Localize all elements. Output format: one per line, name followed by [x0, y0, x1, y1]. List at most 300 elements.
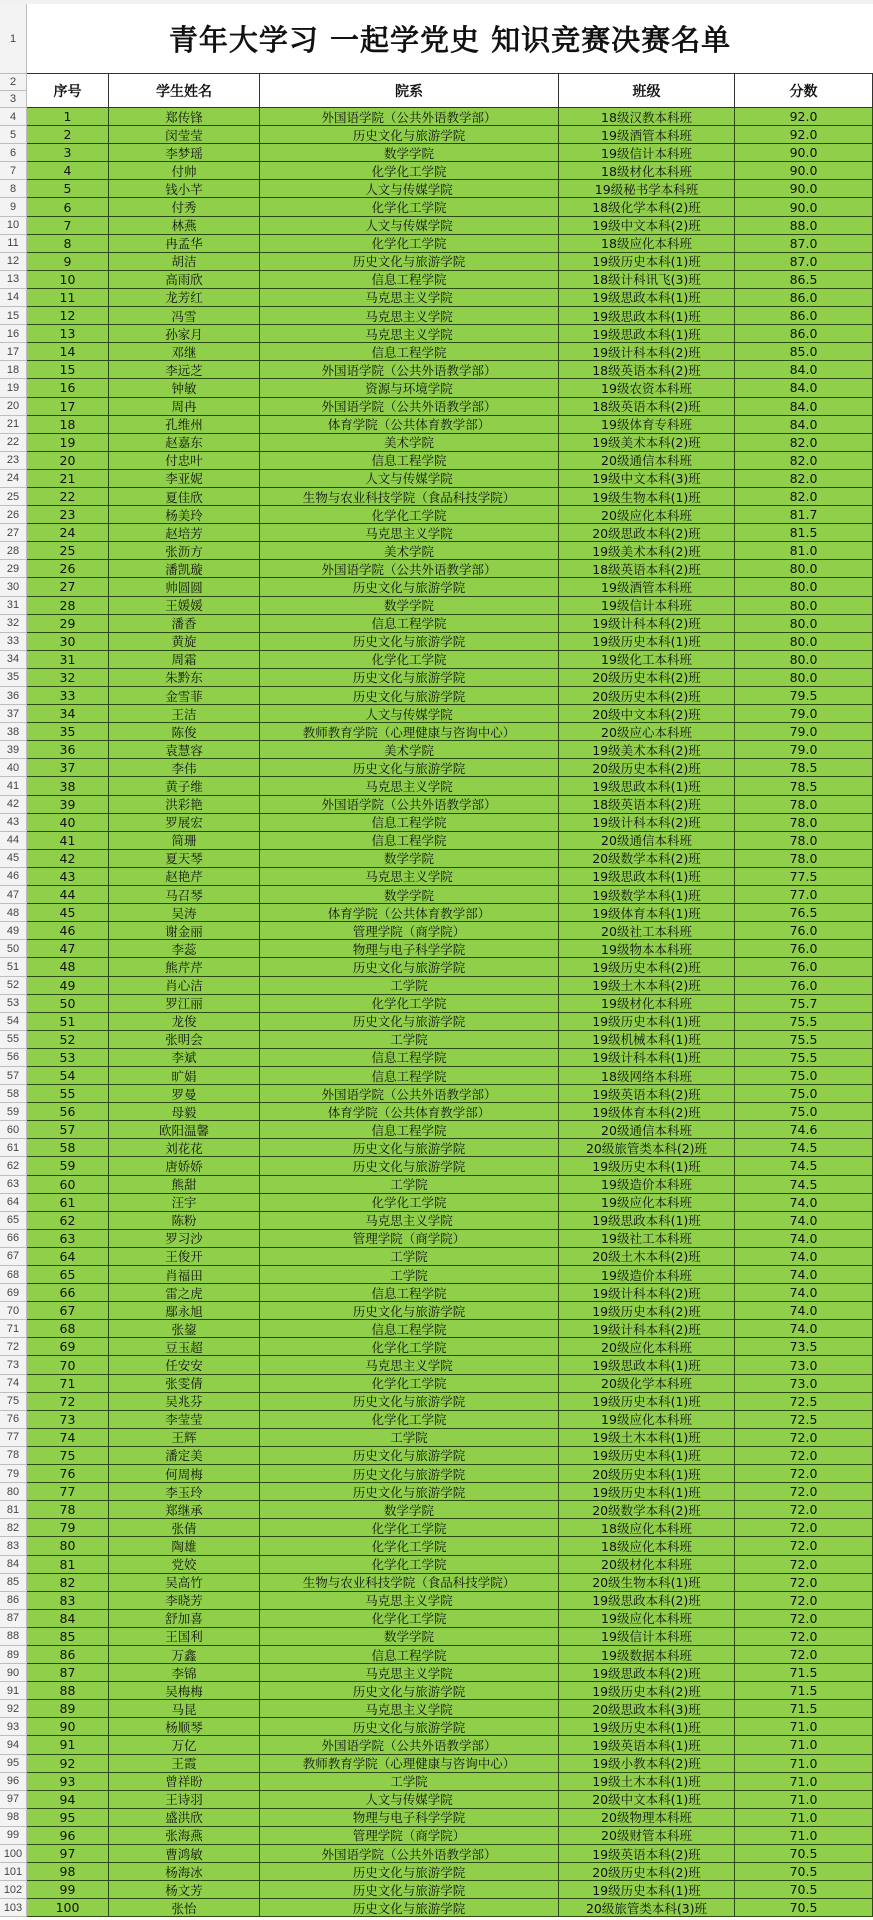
row-number[interactable]: 12 [0, 253, 27, 271]
cell-department[interactable]: 历史文化与旅游学院 [260, 578, 559, 596]
cell-name[interactable]: 王洁 [109, 705, 260, 723]
cell-department[interactable]: 外国语学院（公共外语教学部） [260, 361, 559, 379]
cell-department[interactable]: 人文与传媒学院 [260, 705, 559, 723]
cell-class[interactable]: 19级历史本科(1)班 [559, 1447, 735, 1465]
row-number[interactable]: 23 [0, 452, 27, 470]
cell-name[interactable]: 简珊 [109, 832, 260, 850]
cell-index[interactable]: 76 [27, 1465, 109, 1483]
cell-index[interactable]: 21 [27, 470, 109, 488]
row-number[interactable]: 14 [0, 289, 27, 307]
cell-class[interactable]: 19级历史本科(1)班 [559, 1718, 735, 1736]
cell-class[interactable]: 20级社工本科班 [559, 922, 735, 940]
cell-department[interactable]: 外国语学院（公共外语教学部） [260, 796, 559, 814]
cell-class[interactable]: 19级历史本科(1)班 [559, 253, 735, 271]
cell-name[interactable]: 张明会 [109, 1031, 260, 1049]
cell-index[interactable]: 61 [27, 1194, 109, 1212]
row-number[interactable]: 50 [0, 940, 27, 958]
cell-name[interactable]: 郑传锋 [109, 108, 260, 126]
cell-index[interactable]: 41 [27, 832, 109, 850]
cell-index[interactable]: 10 [27, 271, 109, 289]
cell-class[interactable]: 19级信计本科班 [559, 144, 735, 162]
row-number[interactable]: 52 [0, 977, 27, 995]
cell-index[interactable]: 89 [27, 1700, 109, 1718]
cell-name[interactable]: 王国利 [109, 1628, 260, 1646]
row-number[interactable]: 1 [0, 4, 27, 74]
header-cell-score[interactable]: 分数 [735, 74, 873, 108]
cell-index[interactable]: 42 [27, 850, 109, 868]
cell-score[interactable]: 78.0 [735, 832, 873, 850]
cell-name[interactable]: 张鋆 [109, 1320, 260, 1338]
cell-class[interactable]: 19级英语本科(2)班 [559, 1085, 735, 1103]
cell-name[interactable]: 付忠叶 [109, 452, 260, 470]
cell-class[interactable]: 19级应化本科班 [559, 1194, 735, 1212]
cell-name[interactable]: 潘香 [109, 615, 260, 633]
cell-index[interactable]: 22 [27, 488, 109, 506]
cell-score[interactable]: 74.0 [735, 1212, 873, 1230]
cell-name[interactable]: 李远芝 [109, 361, 260, 379]
cell-score[interactable]: 80.0 [735, 597, 873, 615]
cell-department[interactable]: 信息工程学院 [260, 452, 559, 470]
row-number[interactable]: 66 [0, 1230, 27, 1248]
cell-name[interactable]: 李梦瑶 [109, 144, 260, 162]
row-number[interactable]: 75 [0, 1393, 27, 1411]
cell-score[interactable]: 90.0 [735, 180, 873, 198]
cell-score[interactable]: 81.5 [735, 524, 873, 542]
cell-score[interactable]: 92.0 [735, 108, 873, 126]
cell-index[interactable]: 23 [27, 506, 109, 524]
cell-name[interactable]: 曾祥盼 [109, 1773, 260, 1791]
sheet-title[interactable]: 青年大学习 一起学党史 知识竞赛决赛名单 [27, 4, 873, 74]
cell-department[interactable]: 马克思主义学院 [260, 1700, 559, 1718]
cell-department[interactable]: 外国语学院（公共外语教学部） [260, 560, 559, 578]
cell-name[interactable]: 吴梅梅 [109, 1682, 260, 1700]
cell-name[interactable]: 盛洪欣 [109, 1809, 260, 1827]
row-number[interactable]: 48 [0, 904, 27, 922]
cell-index[interactable]: 19 [27, 434, 109, 452]
row-number[interactable]: 65 [0, 1212, 27, 1230]
cell-class[interactable]: 20级材化本科班 [559, 1556, 735, 1574]
cell-score[interactable]: 79.0 [735, 705, 873, 723]
cell-index[interactable]: 5 [27, 180, 109, 198]
cell-index[interactable]: 11 [27, 289, 109, 307]
cell-department[interactable]: 工学院 [260, 1773, 559, 1791]
cell-score[interactable]: 90.0 [735, 198, 873, 216]
row-number[interactable]: 62 [0, 1157, 27, 1175]
cell-index[interactable]: 2 [27, 126, 109, 144]
row-number[interactable]: 55 [0, 1031, 27, 1049]
cell-index[interactable]: 15 [27, 361, 109, 379]
cell-name[interactable]: 旷娟 [109, 1067, 260, 1085]
row-number[interactable]: 100 [0, 1845, 27, 1863]
cell-name[interactable]: 龙芳红 [109, 289, 260, 307]
cell-class[interactable]: 19级计科本科(2)班 [559, 814, 735, 832]
cell-class[interactable]: 19级社工本科班 [559, 1230, 735, 1248]
cell-name[interactable]: 吴涛 [109, 904, 260, 922]
cell-index[interactable]: 39 [27, 796, 109, 814]
cell-index[interactable]: 77 [27, 1483, 109, 1501]
cell-department[interactable]: 教师教育学院（心理健康与咨询中心） [260, 1755, 559, 1773]
cell-name[interactable]: 钟敏 [109, 379, 260, 397]
cell-department[interactable]: 化学化工学院 [260, 1411, 559, 1429]
cell-index[interactable]: 29 [27, 615, 109, 633]
cell-class[interactable]: 20级历史本科(2)班 [559, 759, 735, 777]
cell-index[interactable]: 88 [27, 1682, 109, 1700]
cell-score[interactable]: 72.0 [735, 1610, 873, 1628]
cell-class[interactable]: 19级化工本科班 [559, 651, 735, 669]
cell-department[interactable]: 人文与传媒学院 [260, 217, 559, 235]
cell-index[interactable]: 47 [27, 940, 109, 958]
cell-index[interactable]: 64 [27, 1248, 109, 1266]
cell-class[interactable]: 20级应化本科班 [559, 1338, 735, 1356]
cell-department[interactable]: 外国语学院（公共外语教学部） [260, 1736, 559, 1754]
cell-name[interactable]: 闵莹莹 [109, 126, 260, 144]
cell-name[interactable]: 吴高竹 [109, 1574, 260, 1592]
cell-class[interactable]: 20级旅管类本科(3)班 [559, 1899, 735, 1917]
cell-name[interactable]: 万亿 [109, 1736, 260, 1754]
row-number[interactable]: 17 [0, 343, 27, 361]
cell-score[interactable]: 71.5 [735, 1700, 873, 1718]
cell-class[interactable]: 20级应化本科班 [559, 506, 735, 524]
cell-name[interactable]: 金雪菲 [109, 687, 260, 705]
cell-department[interactable]: 管理学院（商学院） [260, 1230, 559, 1248]
cell-name[interactable]: 林燕 [109, 217, 260, 235]
cell-department[interactable]: 历史文化与旅游学院 [260, 669, 559, 687]
row-number[interactable]: 76 [0, 1411, 27, 1429]
cell-name[interactable]: 孔维州 [109, 416, 260, 434]
row-number[interactable]: 57 [0, 1067, 27, 1085]
cell-index[interactable]: 58 [27, 1139, 109, 1157]
cell-score[interactable]: 79.5 [735, 687, 873, 705]
cell-index[interactable]: 40 [27, 814, 109, 832]
cell-class[interactable]: 20级通信本科班 [559, 832, 735, 850]
cell-name[interactable]: 周霜 [109, 651, 260, 669]
cell-department[interactable]: 马克思主义学院 [260, 868, 559, 886]
cell-class[interactable]: 20级数学本科(2)班 [559, 1501, 735, 1519]
cell-class[interactable]: 20级通信本科班 [559, 452, 735, 470]
row-number[interactable]: 90 [0, 1664, 27, 1682]
row-number[interactable]: 38 [0, 723, 27, 741]
row-number[interactable]: 43 [0, 814, 27, 832]
cell-name[interactable]: 党姣 [109, 1556, 260, 1574]
cell-name[interactable]: 肖心洁 [109, 977, 260, 995]
cell-score[interactable]: 79.0 [735, 741, 873, 759]
cell-department[interactable]: 马克思主义学院 [260, 1212, 559, 1230]
cell-class[interactable]: 18级英语本科(2)班 [559, 361, 735, 379]
cell-score[interactable]: 72.0 [735, 1537, 873, 1555]
cell-score[interactable]: 74.0 [735, 1266, 873, 1284]
cell-department[interactable]: 外国语学院（公共外语教学部） [260, 1845, 559, 1863]
cell-score[interactable]: 72.0 [735, 1447, 873, 1465]
cell-name[interactable]: 付帅 [109, 162, 260, 180]
cell-score[interactable]: 71.5 [735, 1664, 873, 1682]
cell-score[interactable]: 71.0 [735, 1755, 873, 1773]
cell-score[interactable]: 74.0 [735, 1194, 873, 1212]
cell-class[interactable]: 18级网络本科班 [559, 1067, 735, 1085]
cell-index[interactable]: 31 [27, 651, 109, 669]
cell-name[interactable]: 杨海冰 [109, 1863, 260, 1881]
cell-score[interactable]: 88.0 [735, 217, 873, 235]
cell-score[interactable]: 74.0 [735, 1320, 873, 1338]
cell-class[interactable]: 19级酒管本科班 [559, 578, 735, 596]
row-number[interactable]: 56 [0, 1049, 27, 1067]
cell-score[interactable]: 78.5 [735, 759, 873, 777]
cell-class[interactable]: 19级历史本科(1)班 [559, 633, 735, 651]
cell-name[interactable]: 冉孟华 [109, 235, 260, 253]
cell-score[interactable]: 70.5 [735, 1845, 873, 1863]
cell-class[interactable]: 19级土木本科(1)班 [559, 1429, 735, 1447]
cell-score[interactable]: 71.0 [735, 1736, 873, 1754]
cell-name[interactable]: 何周梅 [109, 1465, 260, 1483]
cell-name[interactable]: 张倩 [109, 1519, 260, 1537]
cell-class[interactable]: 19级体育专科班 [559, 416, 735, 434]
cell-score[interactable]: 86.5 [735, 271, 873, 289]
cell-index[interactable]: 49 [27, 977, 109, 995]
cell-name[interactable]: 欧阳温馨 [109, 1121, 260, 1139]
cell-name[interactable]: 袁慧容 [109, 741, 260, 759]
cell-score[interactable]: 87.0 [735, 235, 873, 253]
cell-score[interactable]: 86.0 [735, 307, 873, 325]
row-number[interactable]: 83 [0, 1537, 27, 1555]
cell-name[interactable]: 肖福田 [109, 1266, 260, 1284]
row-number[interactable]: 32 [0, 615, 27, 633]
row-number[interactable]: 81 [0, 1501, 27, 1519]
cell-score[interactable]: 82.0 [735, 434, 873, 452]
cell-class[interactable]: 18级化学本科(2)班 [559, 198, 735, 216]
cell-department[interactable]: 外国语学院（公共外语教学部） [260, 108, 559, 126]
row-number[interactable]: 60 [0, 1121, 27, 1139]
cell-score[interactable]: 77.0 [735, 886, 873, 904]
cell-score[interactable]: 74.5 [735, 1176, 873, 1194]
cell-name[interactable]: 吴兆芬 [109, 1393, 260, 1411]
cell-index[interactable]: 97 [27, 1845, 109, 1863]
cell-name[interactable]: 任安安 [109, 1356, 260, 1374]
row-number[interactable]: 96 [0, 1773, 27, 1791]
cell-index[interactable]: 63 [27, 1230, 109, 1248]
cell-department[interactable]: 管理学院（商学院） [260, 1827, 559, 1845]
cell-department[interactable]: 化学化工学院 [260, 651, 559, 669]
row-number[interactable]: 59 [0, 1103, 27, 1121]
cell-name[interactable]: 邓继 [109, 343, 260, 361]
cell-index[interactable]: 91 [27, 1736, 109, 1754]
cell-name[interactable]: 潘定美 [109, 1447, 260, 1465]
row-number[interactable]: 16 [0, 325, 27, 343]
row-number[interactable]: 18 [0, 361, 27, 379]
cell-index[interactable]: 87 [27, 1664, 109, 1682]
cell-score[interactable]: 76.0 [735, 940, 873, 958]
cell-score[interactable]: 72.0 [735, 1556, 873, 1574]
row-number[interactable]: 94 [0, 1736, 27, 1754]
cell-index[interactable]: 37 [27, 759, 109, 777]
cell-class[interactable]: 18级汉教本科班 [559, 108, 735, 126]
cell-name[interactable]: 高雨欣 [109, 271, 260, 289]
cell-index[interactable]: 1 [27, 108, 109, 126]
cell-class[interactable]: 20级生物本科(1)班 [559, 1574, 735, 1592]
cell-class[interactable]: 19级历史本科(2)班 [559, 1302, 735, 1320]
row-number[interactable]: 88 [0, 1628, 27, 1646]
row-number[interactable]: 29 [0, 560, 27, 578]
cell-class[interactable]: 18级应化本科班 [559, 235, 735, 253]
row-number[interactable]: 13 [0, 271, 27, 289]
cell-index[interactable]: 25 [27, 542, 109, 560]
cell-index[interactable]: 43 [27, 868, 109, 886]
cell-class[interactable]: 19级历史本科(2)班 [559, 958, 735, 976]
cell-score[interactable]: 76.0 [735, 977, 873, 995]
cell-name[interactable]: 罗江丽 [109, 995, 260, 1013]
row-number[interactable]: 42 [0, 796, 27, 814]
cell-score[interactable]: 90.0 [735, 162, 873, 180]
cell-department[interactable]: 历史文化与旅游学院 [260, 1718, 559, 1736]
cell-index[interactable]: 20 [27, 452, 109, 470]
row-number[interactable]: 37 [0, 705, 27, 723]
cell-name[interactable]: 周冉 [109, 398, 260, 416]
cell-department[interactable]: 历史文化与旅游学院 [260, 1157, 559, 1175]
row-number[interactable]: 15 [0, 307, 27, 325]
cell-department[interactable]: 历史文化与旅游学院 [260, 1139, 559, 1157]
cell-score[interactable]: 72.5 [735, 1411, 873, 1429]
cell-score[interactable]: 92.0 [735, 126, 873, 144]
cell-index[interactable]: 70 [27, 1356, 109, 1374]
cell-class[interactable]: 19级中文本科(3)班 [559, 470, 735, 488]
cell-class[interactable]: 18级应化本科班 [559, 1537, 735, 1555]
cell-score[interactable]: 76.5 [735, 904, 873, 922]
cell-index[interactable]: 79 [27, 1519, 109, 1537]
cell-index[interactable]: 78 [27, 1501, 109, 1519]
row-number[interactable]: 63 [0, 1176, 27, 1194]
cell-name[interactable]: 豆玉超 [109, 1338, 260, 1356]
cell-index[interactable]: 71 [27, 1375, 109, 1393]
cell-name[interactable]: 王辉 [109, 1429, 260, 1447]
cell-class[interactable]: 19级机械本科(1)班 [559, 1031, 735, 1049]
cell-name[interactable]: 李亚妮 [109, 470, 260, 488]
cell-index[interactable]: 54 [27, 1067, 109, 1085]
cell-index[interactable]: 14 [27, 343, 109, 361]
header-cell-department[interactable]: 院系 [260, 74, 559, 108]
cell-score[interactable]: 74.5 [735, 1157, 873, 1175]
cell-department[interactable]: 马克思主义学院 [260, 777, 559, 795]
row-number[interactable]: 2 [0, 74, 27, 91]
cell-score[interactable]: 80.0 [735, 578, 873, 596]
cell-name[interactable]: 潘凯璇 [109, 560, 260, 578]
cell-score[interactable]: 73.5 [735, 1338, 873, 1356]
row-number[interactable]: 35 [0, 669, 27, 687]
cell-class[interactable]: 19级应化本科班 [559, 1610, 735, 1628]
cell-score[interactable]: 78.5 [735, 777, 873, 795]
cell-index[interactable]: 68 [27, 1320, 109, 1338]
cell-score[interactable]: 81.0 [735, 542, 873, 560]
row-number[interactable]: 87 [0, 1610, 27, 1628]
row-number[interactable]: 8 [0, 180, 27, 198]
cell-score[interactable]: 85.0 [735, 343, 873, 361]
cell-department[interactable]: 信息工程学院 [260, 814, 559, 832]
cell-score[interactable]: 84.0 [735, 398, 873, 416]
cell-score[interactable]: 75.5 [735, 1031, 873, 1049]
row-number[interactable]: 47 [0, 886, 27, 904]
cell-department[interactable]: 历史文化与旅游学院 [260, 1899, 559, 1917]
row-number[interactable]: 95 [0, 1755, 27, 1773]
cell-name[interactable]: 李斌 [109, 1049, 260, 1067]
cell-department[interactable]: 生物与农业科技学院（食品科技学院） [260, 488, 559, 506]
row-number[interactable]: 97 [0, 1791, 27, 1809]
cell-score[interactable]: 75.5 [735, 1049, 873, 1067]
cell-name[interactable]: 张雯倩 [109, 1375, 260, 1393]
cell-class[interactable]: 18级英语本科(2)班 [559, 796, 735, 814]
cell-department[interactable]: 马克思主义学院 [260, 325, 559, 343]
row-number[interactable]: 58 [0, 1085, 27, 1103]
cell-class[interactable]: 19级美术本科(2)班 [559, 542, 735, 560]
cell-score[interactable]: 80.0 [735, 560, 873, 578]
cell-class[interactable]: 18级应化本科班 [559, 1519, 735, 1537]
cell-name[interactable]: 雷之虎 [109, 1284, 260, 1302]
cell-department[interactable]: 工学院 [260, 977, 559, 995]
cell-class[interactable]: 20级土木本科(2)班 [559, 1248, 735, 1266]
cell-name[interactable]: 夏天琴 [109, 850, 260, 868]
cell-name[interactable]: 唐娇娇 [109, 1157, 260, 1175]
cell-name[interactable]: 张沥方 [109, 542, 260, 560]
cell-department[interactable]: 历史文化与旅游学院 [260, 958, 559, 976]
cell-name[interactable]: 李晓芳 [109, 1592, 260, 1610]
cell-score[interactable]: 75.5 [735, 1013, 873, 1031]
cell-score[interactable]: 74.6 [735, 1121, 873, 1139]
cell-name[interactable]: 杨美玲 [109, 506, 260, 524]
cell-department[interactable]: 数学学院 [260, 144, 559, 162]
row-number[interactable]: 6 [0, 144, 27, 162]
cell-score[interactable]: 72.0 [735, 1592, 873, 1610]
row-number[interactable]: 25 [0, 488, 27, 506]
cell-index[interactable]: 4 [27, 162, 109, 180]
cell-name[interactable]: 谢金丽 [109, 922, 260, 940]
cell-department[interactable]: 历史文化与旅游学院 [260, 633, 559, 651]
cell-index[interactable]: 27 [27, 578, 109, 596]
cell-score[interactable]: 73.0 [735, 1375, 873, 1393]
cell-score[interactable]: 71.0 [735, 1827, 873, 1845]
cell-class[interactable]: 19级信计本科班 [559, 1628, 735, 1646]
cell-department[interactable]: 化学化工学院 [260, 1375, 559, 1393]
cell-index[interactable]: 96 [27, 1827, 109, 1845]
cell-score[interactable]: 74.5 [735, 1139, 873, 1157]
row-number[interactable]: 64 [0, 1194, 27, 1212]
cell-score[interactable]: 72.0 [735, 1646, 873, 1664]
cell-name[interactable]: 李蕊 [109, 940, 260, 958]
row-number[interactable]: 5 [0, 126, 27, 144]
row-number[interactable]: 84 [0, 1556, 27, 1574]
cell-class[interactable]: 19级应化本科班 [559, 1411, 735, 1429]
cell-index[interactable]: 44 [27, 886, 109, 904]
cell-class[interactable]: 19级计科本科(2)班 [559, 615, 735, 633]
cell-class[interactable]: 19级中文本科(2)班 [559, 217, 735, 235]
cell-score[interactable]: 72.0 [735, 1501, 873, 1519]
cell-index[interactable]: 46 [27, 922, 109, 940]
cell-index[interactable]: 17 [27, 398, 109, 416]
cell-class[interactable]: 19级历史本科(1)班 [559, 1157, 735, 1175]
row-number[interactable]: 92 [0, 1700, 27, 1718]
cell-score[interactable]: 74.0 [735, 1284, 873, 1302]
cell-name[interactable]: 李莹莹 [109, 1411, 260, 1429]
cell-class[interactable]: 19级数据本科班 [559, 1646, 735, 1664]
cell-department[interactable]: 历史文化与旅游学院 [260, 1863, 559, 1881]
cell-index[interactable]: 73 [27, 1411, 109, 1429]
cell-name[interactable]: 郑继承 [109, 1501, 260, 1519]
cell-department[interactable]: 信息工程学院 [260, 832, 559, 850]
cell-name[interactable]: 李锦 [109, 1664, 260, 1682]
cell-department[interactable]: 马克思主义学院 [260, 1592, 559, 1610]
cell-class[interactable]: 19级历史本科(1)班 [559, 1483, 735, 1501]
cell-name[interactable]: 陈粉 [109, 1212, 260, 1230]
cell-index[interactable]: 48 [27, 958, 109, 976]
row-number[interactable]: 101 [0, 1863, 27, 1881]
row-number[interactable]: 10 [0, 217, 27, 235]
cell-score[interactable]: 76.0 [735, 922, 873, 940]
cell-name[interactable]: 黄子维 [109, 777, 260, 795]
